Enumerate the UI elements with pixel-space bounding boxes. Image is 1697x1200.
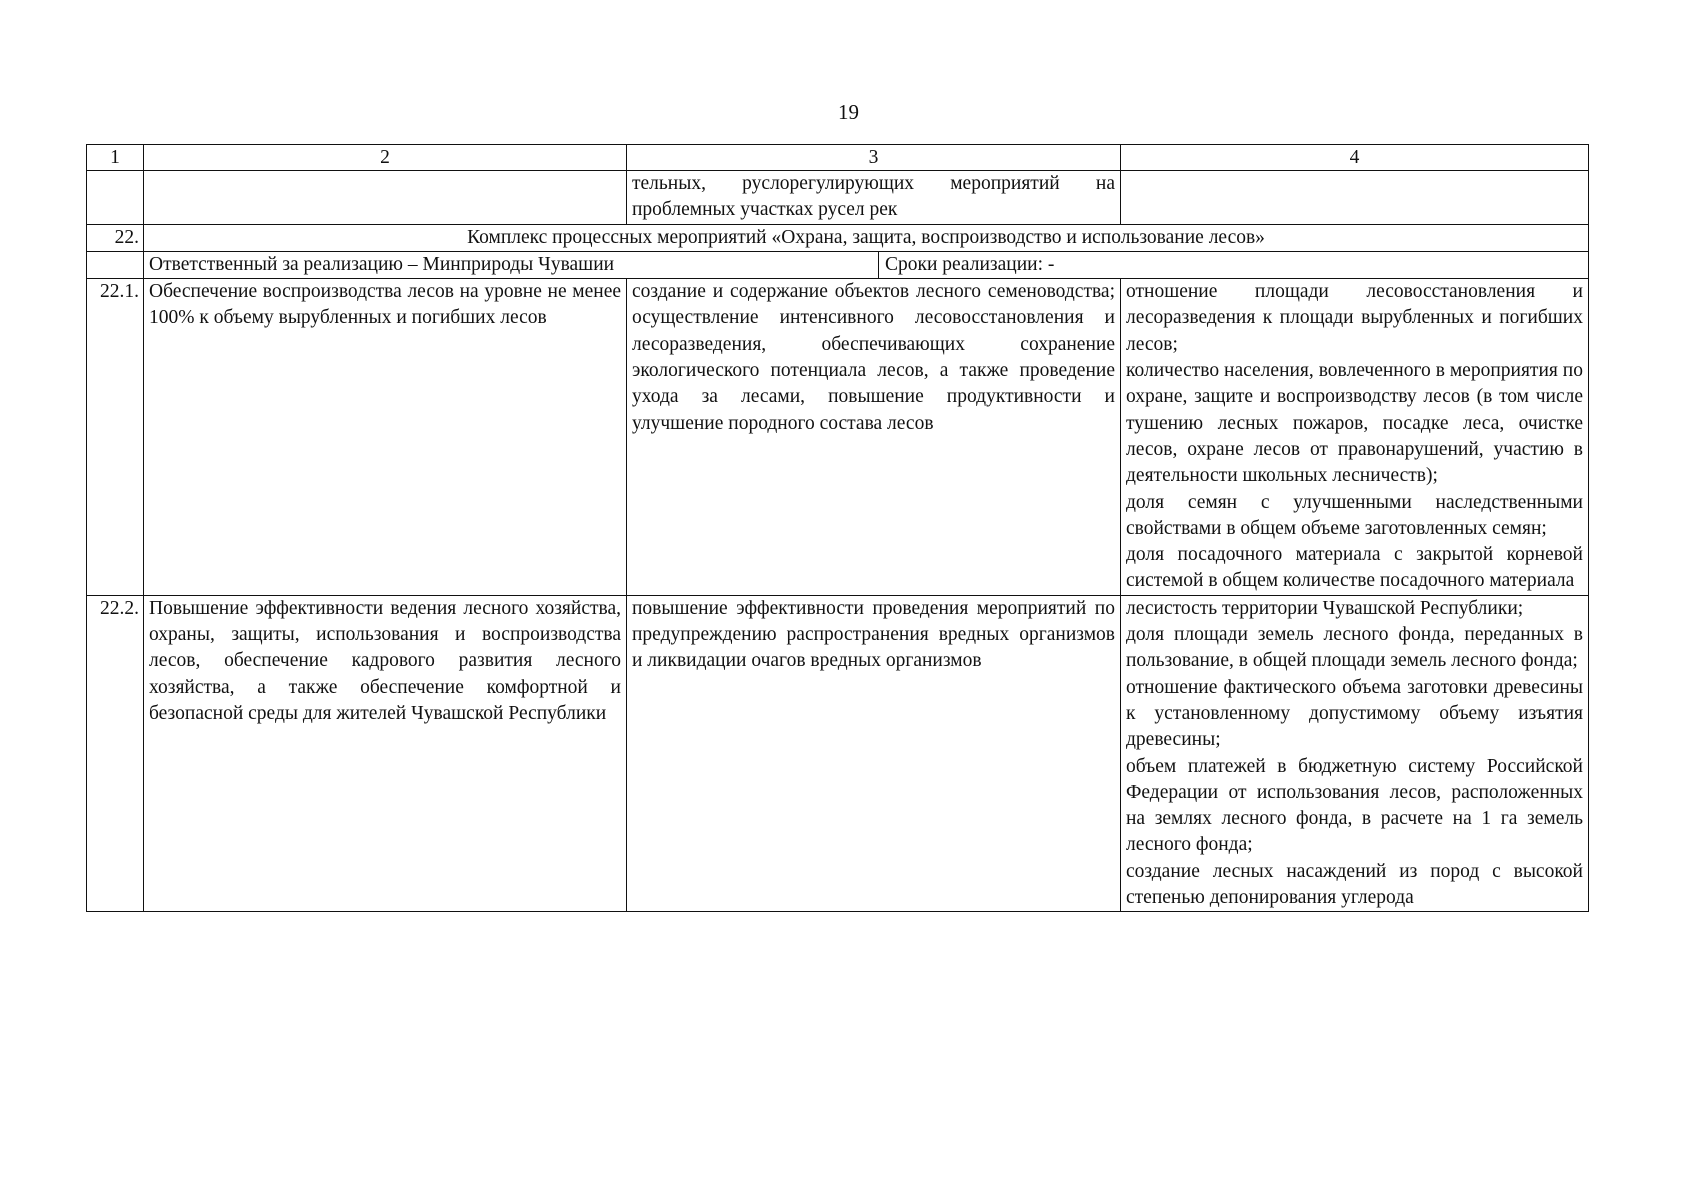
page-number: 19 — [838, 100, 859, 124]
row-task: Повышение эффективности ведения лесного хозяйства, охраны, защиты, использования и воспроизводства лесов, обеспечение кадрового развития лесного хозяйства, а также обеспечение комфортной и безопасной среды для жителей Чувашской Республики — [144, 595, 627, 912]
indicator-item: доля площади земель лесного фонда, переданных в пользование, в общей площади земель лесного фонда; — [1126, 624, 1583, 672]
table-row — [87, 279, 1589, 596]
indicator-item: отношение фактического объема заготовки древесины к установленному допустимому объему изъятия древесины; — [1126, 676, 1583, 751]
section-title-row — [87, 224, 1589, 251]
indicator-item: объем платежей в бюджетную систему Российской Федерации от использования лесов, расположенных на землях лесного фонда, в расчете на 1 га земель лесного фонда; — [1126, 755, 1583, 856]
indicator-item: количество населения, вовлеченного в мероприятия по охране, защите и воспроизводству лесов (в том числе тушению лесных пожаров, посадке леса, очистке лесов, охране лесов от правонарушений, участию в деятельности школьных лесничеств); — [1126, 360, 1583, 487]
cont-num-cell — [87, 171, 144, 225]
responsible-cell — [144, 251, 1589, 278]
row-indicators — [1121, 595, 1589, 912]
section-title: Комплекс процессных мероприятий «Охрана, защита, воспроизводство и использование лесов» — [144, 224, 1589, 251]
row-task: Обеспечение воспроизводства лесов на уровне не менее 100% к объему вырубленных и погибших лесов — [144, 279, 627, 596]
table-header-row — [87, 145, 1589, 171]
row-indicators — [1121, 279, 1589, 596]
section-number: 22. — [87, 224, 144, 251]
cont-description-cell: тельных, руслорегулирующих мероприятий на проблемных участках русел рек — [627, 171, 1121, 225]
terms-text: Сроки реализации: - — [885, 253, 1055, 275]
header-col-1: 1 — [87, 145, 144, 171]
measures-table — [86, 144, 1589, 912]
indicator-item: доля посадочного материала с закрытой корневой системой в общем количестве посадочного материала — [1126, 544, 1583, 592]
indicator-item: создание лесных насаждений из пород с высокой степенью депонирования углерода — [1126, 860, 1583, 909]
table-row — [87, 595, 1589, 912]
header-col-2: 2 — [144, 145, 627, 171]
cont-indicators-cell — [1121, 171, 1589, 225]
continuation-row — [87, 171, 1589, 225]
indicator-item: отношение площади лесовосстановления и лесоразведения к площади вырубленных и погибших лесов; — [1126, 281, 1583, 355]
responsible-text: Ответственный за реализацию – Минприроды Чувашии — [149, 252, 879, 278]
indicator-item: лесистость территории Чувашской Республики; — [1126, 597, 1524, 619]
responsible-num-cell — [87, 251, 144, 278]
row-number: 22.1. — [87, 279, 144, 596]
header-col-3: 3 — [627, 145, 1121, 171]
section-responsible-row — [87, 251, 1589, 278]
cont-task-cell — [144, 171, 627, 225]
indicator-item: доля семян с улучшенными наследственными свойствами в общем объеме заготовленных семян; — [1126, 491, 1583, 539]
row-description: повышение эффективности проведения мероприятий по предупреждению распространения вредных организмов и ликвидации очагов вредных организмов — [627, 595, 1121, 912]
header-col-4: 4 — [1121, 145, 1589, 171]
row-number: 22.2. — [87, 595, 144, 912]
row-description: создание и содержание объектов лесного семеноводства; осуществление интенсивного лесовосстановления и лесоразведения, обеспечивающих сохранение экологического потенциала лесов, а также проведение ухода за лесами, повышение продуктивности и улучшение породного состава лесов — [627, 279, 1121, 596]
